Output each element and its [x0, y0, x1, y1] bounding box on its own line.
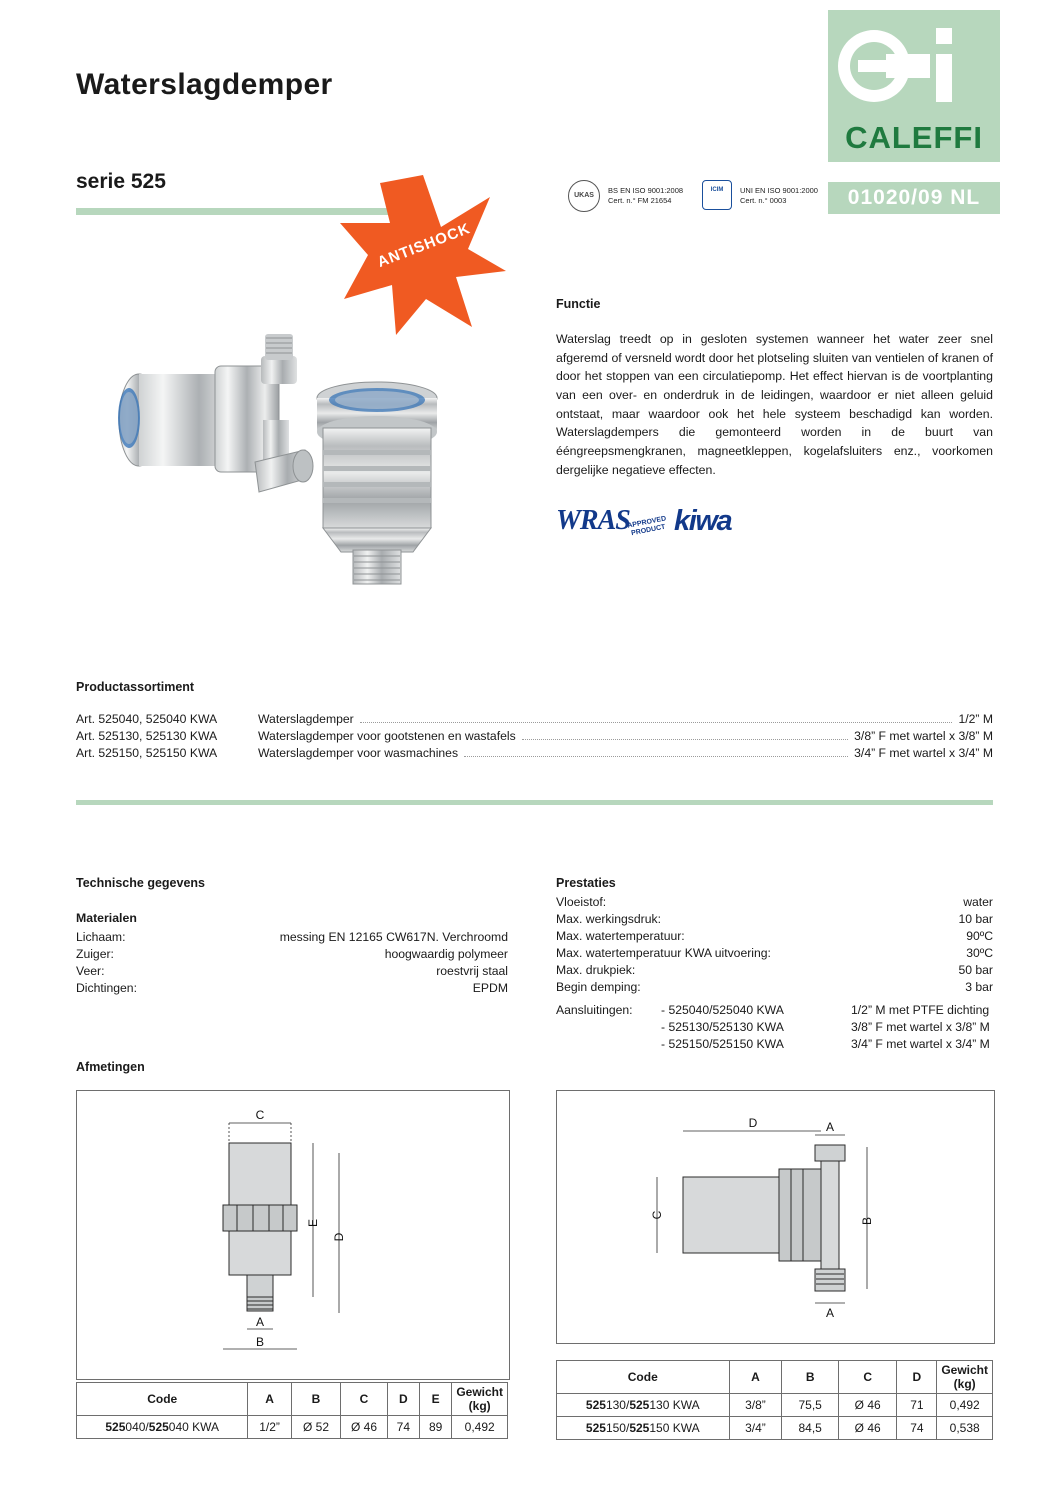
list-item	[76, 729, 993, 746]
connection-code: - 525150/525150 KWA	[661, 1037, 784, 1051]
table-row	[76, 947, 508, 964]
cell-code: 525150/525150 KWA	[557, 1417, 730, 1440]
cell-c: Ø 46	[341, 1416, 387, 1439]
table-row	[556, 1037, 993, 1054]
product-photo	[95, 300, 525, 630]
column-header-weight: Gewicht (kg)	[937, 1361, 993, 1394]
dimension-table-left	[76, 1382, 508, 1439]
dimension-drawing-horizontal	[556, 1090, 995, 1344]
cell-weight: 0,492	[937, 1394, 993, 1417]
performance-value: 50 bar	[958, 963, 993, 977]
productassortiment-list	[76, 712, 993, 763]
leader-dots	[360, 722, 953, 723]
list-item	[76, 746, 993, 763]
performance-label: Begin demping:	[556, 980, 641, 994]
performance-label: Max. watertemperatuur:	[556, 929, 685, 943]
table-row	[556, 946, 993, 963]
material-label: Zuiger:	[76, 947, 114, 961]
material-value: messing EN 12165 CW617N. Verchroomd	[279, 930, 508, 944]
column-header-b: B	[291, 1383, 341, 1416]
cell-a: 1/2”	[248, 1416, 291, 1439]
cell-c: Ø 46	[838, 1394, 896, 1417]
column-header-d: D	[897, 1361, 937, 1394]
icim-seal-icon: ICIM	[702, 180, 732, 210]
performance-value: 3 bar	[965, 980, 993, 994]
dimension-table-right	[556, 1360, 993, 1440]
material-label: Lichaam:	[76, 930, 126, 944]
kiwa-logo: kiwa	[674, 505, 732, 537]
section-divider	[76, 800, 993, 805]
material-value: roestvrij staal	[436, 964, 508, 978]
article-description: Waterslagdemper voor wasmachines	[258, 746, 459, 760]
certification-1	[608, 186, 683, 206]
dimension-label-C: C	[255, 1108, 265, 1122]
material-value: EPDM	[472, 981, 508, 995]
table-row	[556, 1003, 993, 1020]
dimension-label-E: E	[306, 1218, 320, 1228]
dimension-label-B: B	[860, 1216, 874, 1226]
dimension-label-D: D	[332, 1232, 346, 1242]
cell-b: 75,5	[782, 1394, 839, 1417]
article-code: Art. 525040, 525040 KWA	[76, 712, 218, 726]
table-row	[556, 912, 993, 929]
performance-label: Max. watertemperatuur KWA uitvoering:	[556, 946, 771, 960]
document-code: 01020/09 NL	[828, 182, 1000, 214]
dimension-label-A-bottom: A	[825, 1306, 835, 1320]
table-header-row	[77, 1383, 508, 1416]
column-header-c: C	[341, 1383, 387, 1416]
connection-code: - 525130/525130 KWA	[661, 1020, 784, 1034]
column-header-a: A	[729, 1361, 782, 1394]
dimension-label-B: B	[255, 1335, 265, 1349]
cell-b: 84,5	[782, 1417, 839, 1440]
performance-label: Max. drukpiek:	[556, 963, 636, 977]
spacer	[556, 1037, 661, 1054]
wras-logo: WRAS	[556, 505, 630, 536]
performance-label: Max. werkingsdruk:	[556, 912, 661, 926]
column-header-e: E	[419, 1383, 451, 1416]
aansluitingen-label: Aansluitingen:	[556, 1003, 633, 1017]
connection-value: 1/2” M met PTFE dichting	[851, 1003, 990, 1017]
performance-value: 10 bar	[958, 912, 993, 926]
column-header-a: A	[248, 1383, 291, 1416]
prestaties-table	[556, 895, 993, 997]
certification-2-line1: UNI EN ISO 9001:2000	[740, 186, 818, 195]
performance-value: 30ºC	[966, 946, 993, 960]
table-row	[556, 895, 993, 912]
dimension-label-A-top: A	[825, 1120, 835, 1134]
connection-code: - 525040/525040 KWA	[661, 1003, 784, 1017]
cell-a: 3/8”	[729, 1394, 782, 1417]
column-header-weight: Gewicht (kg)	[452, 1383, 508, 1416]
table-row	[556, 929, 993, 946]
quality-seal-icon: UKAS	[568, 180, 600, 212]
column-header-d: D	[387, 1383, 419, 1416]
dimension-label-A: A	[255, 1315, 265, 1329]
article-code: Art. 525150, 525150 KWA	[76, 746, 218, 760]
productassortiment-heading: Productassortiment	[76, 680, 195, 694]
materialen-table	[76, 930, 508, 998]
article-description: Waterslagdemper	[258, 712, 354, 726]
cell-code: 525130/525130 KWA	[557, 1394, 730, 1417]
caleffi-logo-icon	[828, 10, 1000, 122]
cell-weight: 0,538	[937, 1417, 993, 1440]
article-connection: 3/8” F met wartel x 3/8” M	[854, 729, 993, 743]
materialen-heading: Materialen	[76, 911, 137, 925]
table-row	[556, 963, 993, 980]
cell-b: Ø 52	[291, 1416, 341, 1439]
connection-value: 3/4” F met wartel x 3/4” M	[851, 1037, 990, 1051]
list-item	[76, 712, 993, 729]
article-connection: 3/4” F met wartel x 3/4” M	[854, 746, 993, 760]
cell-c: Ø 46	[838, 1417, 896, 1440]
table-row	[557, 1417, 993, 1440]
spacer	[556, 1020, 661, 1037]
article-code: Art. 525130, 525130 KWA	[76, 729, 218, 743]
material-value: hoogwaardig polymeer	[384, 947, 508, 961]
afmetingen-heading: Afmetingen	[76, 1060, 145, 1074]
aansluitingen-block	[556, 1003, 993, 1054]
column-header-c: C	[838, 1361, 896, 1394]
series-label: serie 525	[76, 170, 166, 193]
functie-body: Waterslag treedt op in gesloten systemen wanneer het water zeer snel afgeremd of versneld wordt door het plotseling sluiten van ventielen of kranen of door het stoppen van een circulatiepomp. Het effect hiervan is de voortplanting van een over- en onderdruk in de leidingen, waardoor er niet alleen geluid ontstaat, maar waardoor ook het hele systeem beschadigd kan worden. Waterslagdempers die gemonteerd worden in de buurt van ééngreepsmengkranen, magneetkleppen, kogelafsluiters enz., voorkomen dergelijke negatieve effecten.	[556, 332, 993, 477]
table-row	[76, 981, 508, 998]
cell-d: 74	[387, 1416, 419, 1439]
certification-2-line2: Cert. n.° 0003	[740, 196, 787, 206]
column-header-code: Code	[77, 1383, 248, 1416]
dimension-drawing-vertical	[76, 1090, 510, 1380]
technische-gegevens-heading: Technische gegevens	[76, 876, 205, 890]
certification-2	[740, 186, 818, 206]
cell-weight: 0,492	[452, 1416, 508, 1439]
page-title: Waterslagdemper	[76, 68, 333, 101]
leader-dots	[522, 739, 848, 740]
performance-label: Vloeistof:	[556, 895, 607, 909]
connection-value: 3/8” F met wartel x 3/8” M	[851, 1020, 990, 1034]
dimension-label-C: C	[650, 1210, 664, 1220]
table-row	[76, 964, 508, 981]
material-label: Veer:	[76, 964, 105, 978]
performance-value: water	[963, 895, 993, 909]
table-row	[77, 1416, 508, 1439]
certification-1-line2: Cert. n.° FM 21654	[608, 196, 672, 206]
antishock-label: ANTISHOCK	[375, 219, 473, 272]
article-description: Waterslagdemper voor gootstenen en wastafels	[258, 729, 516, 743]
cell-d: 71	[897, 1394, 937, 1417]
brand-name: CALEFFI	[845, 120, 983, 155]
article-connection: 1/2” M	[958, 712, 993, 726]
cell-e: 89	[419, 1416, 451, 1439]
brand-block	[828, 10, 1000, 162]
performance-value: 90ºC	[966, 929, 993, 943]
table-row	[557, 1394, 993, 1417]
column-header-b: B	[782, 1361, 839, 1394]
prestaties-heading: Prestaties	[556, 876, 616, 890]
material-label: Dichtingen:	[76, 981, 137, 995]
certification-1-line1: BS EN ISO 9001:2008	[608, 186, 684, 195]
wras-sublabel: APPROVED PRODUCT	[626, 515, 667, 537]
dimension-label-D: D	[748, 1116, 758, 1130]
table-header-row	[557, 1361, 993, 1394]
column-header-code: Code	[557, 1361, 730, 1394]
cell-d: 74	[897, 1417, 937, 1440]
functie-heading: Functie	[556, 297, 601, 311]
table-row	[556, 980, 993, 997]
table-row	[556, 1020, 993, 1037]
cell-a: 3/4”	[729, 1417, 782, 1440]
table-row	[76, 930, 508, 947]
leader-dots	[464, 756, 848, 757]
cell-code: 525040/525040 KWA	[77, 1416, 248, 1439]
